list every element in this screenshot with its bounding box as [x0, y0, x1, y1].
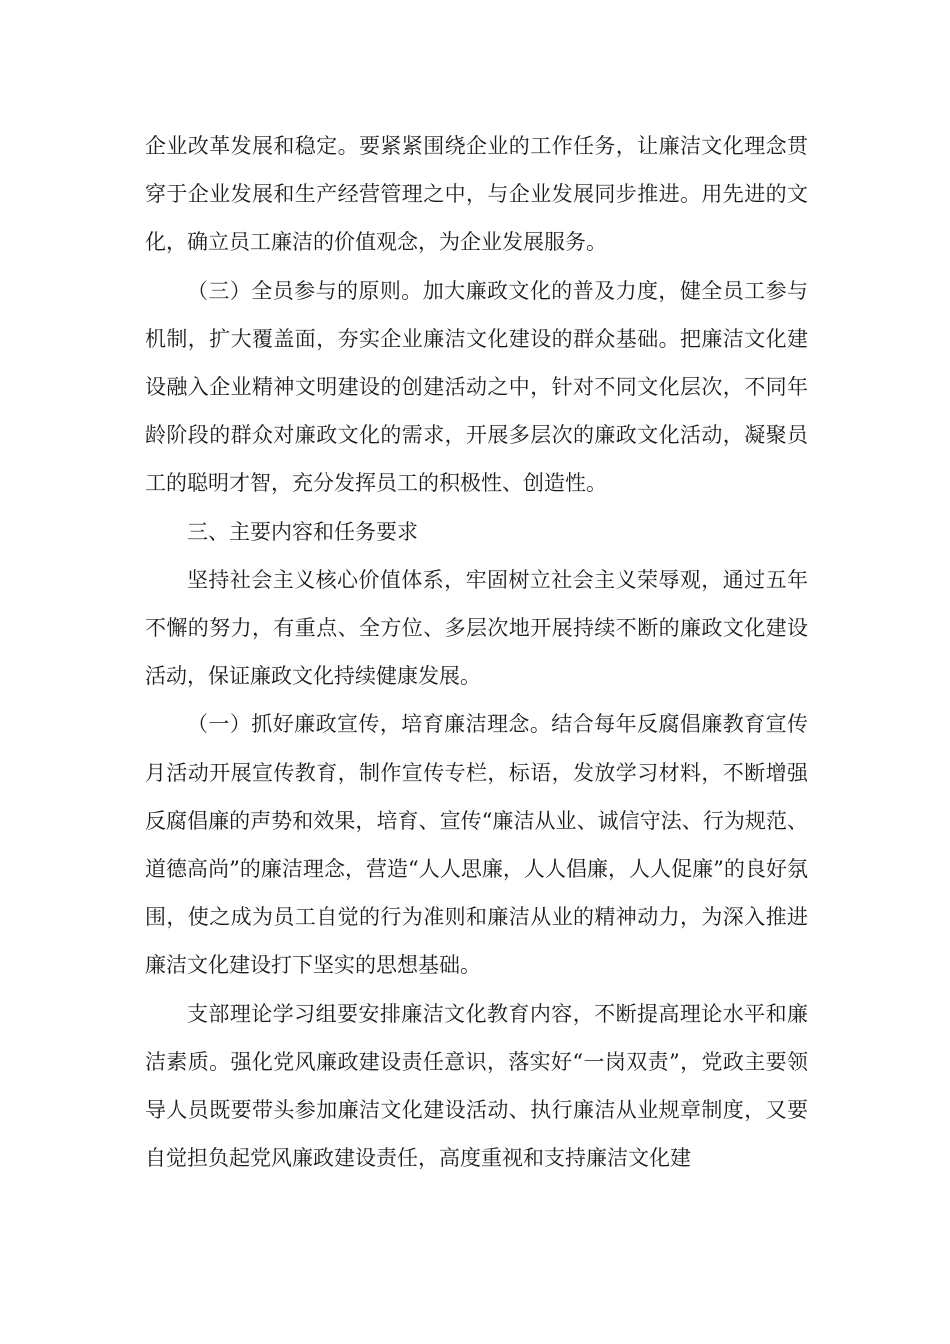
document-body [145, 122, 808, 1182]
paragraph-study-group: 支部理论学习组要安排廉洁文化教育内容，不断提高理论水平和廉洁素质。强化党风廉政建设责任意识，落实好“一岗双责”，党政主要领导人员既要带头参加廉洁文化建设活动、执行廉洁从业规章制度，又要自觉担负起党风廉政建设责任，高度重视和支持廉洁文化建 [145, 1001, 808, 1171]
paragraph-principle-three: （三）全员参与的原则。加大廉政文化的普及力度，健全员工参与机制，扩大覆盖面，夯实企业廉洁文化建设的群众基础。把廉洁文化建设融入企业精神文明建设的创建活动之中，针对不同文化层次，不同年龄阶段的群众对廉政文化的需求，开展多层次的廉政文化活动，凝聚员工的聪明才智，充分发挥员工的积极性、创造性。 [145, 278, 808, 496]
paragraph-continued: 企业改革发展和稳定。要紧紧围绕企业的工作任务，让廉洁文化理念贯穿于企业发展和生产经营管理之中，与企业发展同步推进。用先进的文化，确立员工廉洁的价值观念，为企业发展服务。 [145, 134, 808, 255]
section-heading-three: 三、主要内容和任务要求 [187, 519, 418, 544]
paragraph-task-one: （一）抓好廉政宣传，培育廉洁理念。结合每年反腐倡廉教育宣传月活动开展宣传教育，制作宣传专栏，标语，发放学习材料，不断增强反腐倡廉的声势和效果，培育、宣传“廉洁从业、诚信守法、行为规范、道德高尚”的廉洁理念，营造“人人思廉，人人倡廉，人人促廉”的良好氛围，使之成为员工自觉的行为准则和廉洁从业的精神动力，为深入推进廉洁文化建设打下坚实的思想基础。 [145, 712, 808, 978]
paragraph-core-values: 坚持社会主义核心价值体系，牢固树立社会主义荣辱观，通过五年不懈的努力，有重点、全方位、多层次地开展持续不断的廉政文化建设活动，保证廉政文化持续健康发展。 [145, 567, 808, 689]
